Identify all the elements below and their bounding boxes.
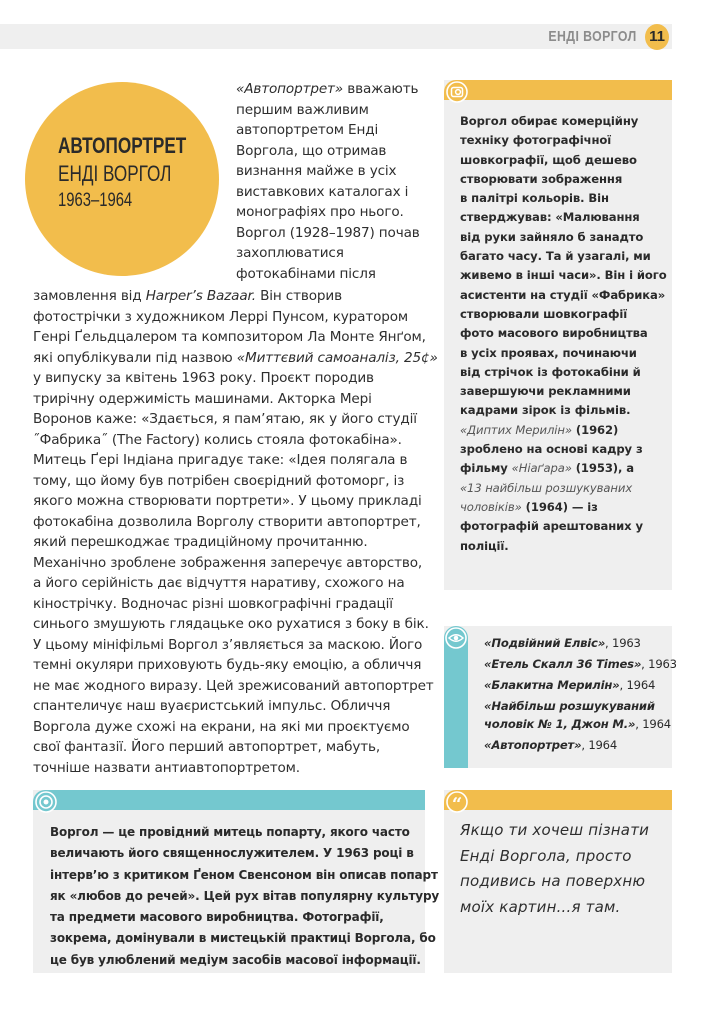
text-line: Воргол (1928–1987) почав bbox=[236, 224, 420, 241]
text-line: захоплюватися bbox=[236, 245, 344, 261]
technique-header-bar bbox=[444, 80, 672, 100]
context-text: Воргол — це провідний митець попарту, якого часто величають його священнослужителем. У 1963 році в інтерв’ю з критиком Ґеном Свенсоном він описав попарт як «любов до речей». Цей рух вітав популярну культуру та предмети масового виробництва. Фотографії, зокрема, домінували в мистецькій практиці Воргола, бо це був улюблений медіум засобів масової інформації. bbox=[50, 825, 440, 967]
text-line: створювали шовкографії bbox=[460, 306, 628, 321]
camera-lens-icon bbox=[446, 81, 468, 103]
text-line: стверджував: «Малювання bbox=[460, 210, 640, 225]
text-line: а його серійність дає відчуття наративу, схожого на bbox=[33, 575, 405, 591]
text-line: фотографій арештованих у bbox=[460, 519, 643, 534]
work-item: «Найбільш розшукуваний чоловік № 1, Джон М.», 1964 bbox=[484, 699, 671, 731]
article-text-top bbox=[236, 79, 420, 284]
work-item: «Автопортрет», 1964 bbox=[484, 738, 618, 752]
text-line: створювати зображення bbox=[460, 171, 623, 186]
text-line: чоловіків» (1964) — із bbox=[460, 499, 598, 514]
text-line: в усіх проявах, починаючи bbox=[460, 345, 637, 360]
text-line: фотокабіна дозволила Ворголу створити автопортрет, bbox=[33, 513, 421, 530]
work-item: «Блакитна Мерилін», 1964 bbox=[484, 678, 656, 692]
text-line: фотострічки з художником Леррі Пунсом, куратором bbox=[33, 308, 409, 325]
text-line: автопортретом Енді bbox=[236, 122, 379, 138]
text-line: визнання майже в усіх bbox=[236, 163, 397, 179]
text-line: кадрами зірок із фільмів. bbox=[460, 403, 631, 418]
text-line: фото масового виробництва bbox=[460, 326, 648, 341]
eye-icon bbox=[445, 627, 467, 649]
text-line: фотокабінами після bbox=[236, 265, 376, 282]
text-line: Митець Ґері Індіана пригадує таке: «Ідея полягала в bbox=[33, 452, 408, 468]
technique-text bbox=[460, 112, 667, 556]
quote-sidebar bbox=[444, 790, 672, 973]
text-line: не має жодного виразу. Цей зрежисований автопортрет bbox=[33, 677, 434, 694]
text-line: монографіях про нього. bbox=[236, 204, 404, 220]
text-line: Воргол обирає комерційну bbox=[460, 114, 639, 128]
text-line: у випуску за квітень 1963 року. Проєкт породив bbox=[33, 370, 374, 386]
running-title: ЕНДІ ВОРГОЛ bbox=[548, 28, 637, 45]
text-line: шовкографії, щоб дешево bbox=[460, 152, 637, 167]
article-text-body bbox=[33, 286, 438, 778]
feature-years: 1963–1964 bbox=[58, 190, 133, 211]
text-line: завершуючи рекламними bbox=[460, 384, 631, 399]
context-header-bar bbox=[33, 790, 425, 810]
text-line: У цьому мініфільмі Воргол з’являється за маскою. Його bbox=[33, 636, 423, 653]
text-line: живемо в інші часи». Він і його bbox=[460, 268, 667, 283]
text-line: першим важливим bbox=[236, 101, 369, 118]
quote-header-bar bbox=[444, 790, 672, 810]
text-line: зроблено на основі кадру з bbox=[460, 442, 643, 457]
target-icon bbox=[35, 791, 57, 813]
context-sidebar bbox=[33, 790, 440, 973]
text-line: який перешкоджає традиційному прочитанню. bbox=[33, 534, 368, 550]
text-line: «Автопортрет» вважають bbox=[236, 81, 419, 97]
text-line: якого можна створювати портрети». У цьому прикладі bbox=[33, 493, 422, 509]
text-line: «13 найбільш розшукуваних bbox=[460, 480, 633, 495]
text-line: від стрічок із фотокабіни й bbox=[460, 364, 641, 379]
text-line: багато часу. Та й узагалі, ми bbox=[460, 249, 651, 264]
key-works-list bbox=[484, 634, 677, 757]
text-line: техніку фотографічної bbox=[460, 133, 612, 148]
text-line: виставкових каталогах і bbox=[236, 183, 409, 200]
text-line: замовлення від Harper’s Bazaar. Він створив bbox=[33, 288, 342, 304]
page-number-badge: 11 bbox=[645, 24, 669, 50]
text-line: кінострічку. Водночас різні шовкографічні градації bbox=[33, 595, 393, 612]
text-line: Воргола, що отримав bbox=[236, 142, 387, 159]
text-line: трирічну одержимість машинами. Акторка Мері bbox=[33, 390, 372, 407]
text-line: «Диптих Мерилін» (1962) bbox=[460, 422, 619, 437]
work-item: «Етель Скалл 36 Times», 1963 bbox=[484, 657, 677, 671]
text-line: темні окуляри приховують будь-яку емоцію, а обличчя bbox=[33, 657, 422, 673]
feature-title: АВТОПОРТРЕТ bbox=[58, 133, 187, 158]
text-line: спантеличує наш вуаєристський імпульс. Обличчя bbox=[33, 698, 391, 714]
text-line: від руки зайняло б занадто bbox=[460, 229, 644, 244]
key-works-sidebar bbox=[444, 626, 677, 768]
quote-text: Якщо ти хочеш пізнати Енді Воргола, просто подивись на поверхню моїх картин...я там. bbox=[460, 821, 650, 916]
text-line: Генрі Ґельдцалером та композитором Ла Монте Янґом, bbox=[33, 329, 426, 345]
text-line: Механічно зроблене зображення заперечує авторство, bbox=[33, 554, 423, 571]
quote-icon bbox=[446, 791, 468, 813]
text-line: свої фантазії. Його перший автопортрет, мабуть, bbox=[33, 739, 381, 755]
svg-text:“: “ bbox=[451, 794, 463, 813]
text-line: Воронов каже: «Здається, я пам’ятаю, як у його студії bbox=[33, 411, 417, 427]
text-line: тому, що йому був потрібен своєрідний фотоморг, із bbox=[33, 472, 405, 489]
text-line: точніше назвати антиавтопортретом. bbox=[33, 759, 300, 776]
text-line: фільму «Ніаґара» (1953), а bbox=[460, 461, 634, 476]
text-line: які опублікували під назвою «Миттєвий самоаналіз, 25¢» bbox=[33, 349, 438, 366]
text-line: поліції. bbox=[460, 538, 509, 553]
text-line: Воргола дуже схожі на екрани, на які ми проєктуємо bbox=[33, 718, 410, 735]
technique-sidebar bbox=[444, 80, 672, 590]
text-line: асистенти на студії «Фабрика» bbox=[460, 287, 666, 302]
text-line: в палітрі кольорів. Він bbox=[460, 191, 609, 206]
text-line: ˝Фабрика˝ (The Factory) колись стояла фотокабіна». bbox=[33, 431, 402, 448]
feature-artist: ЕНДІ ВОРГОЛ bbox=[58, 161, 172, 186]
text-line: синього змушують глядацьке око рухатися з боку в бік. bbox=[33, 616, 429, 632]
work-item: «Подвійний Елвіс», 1963 bbox=[484, 636, 641, 650]
